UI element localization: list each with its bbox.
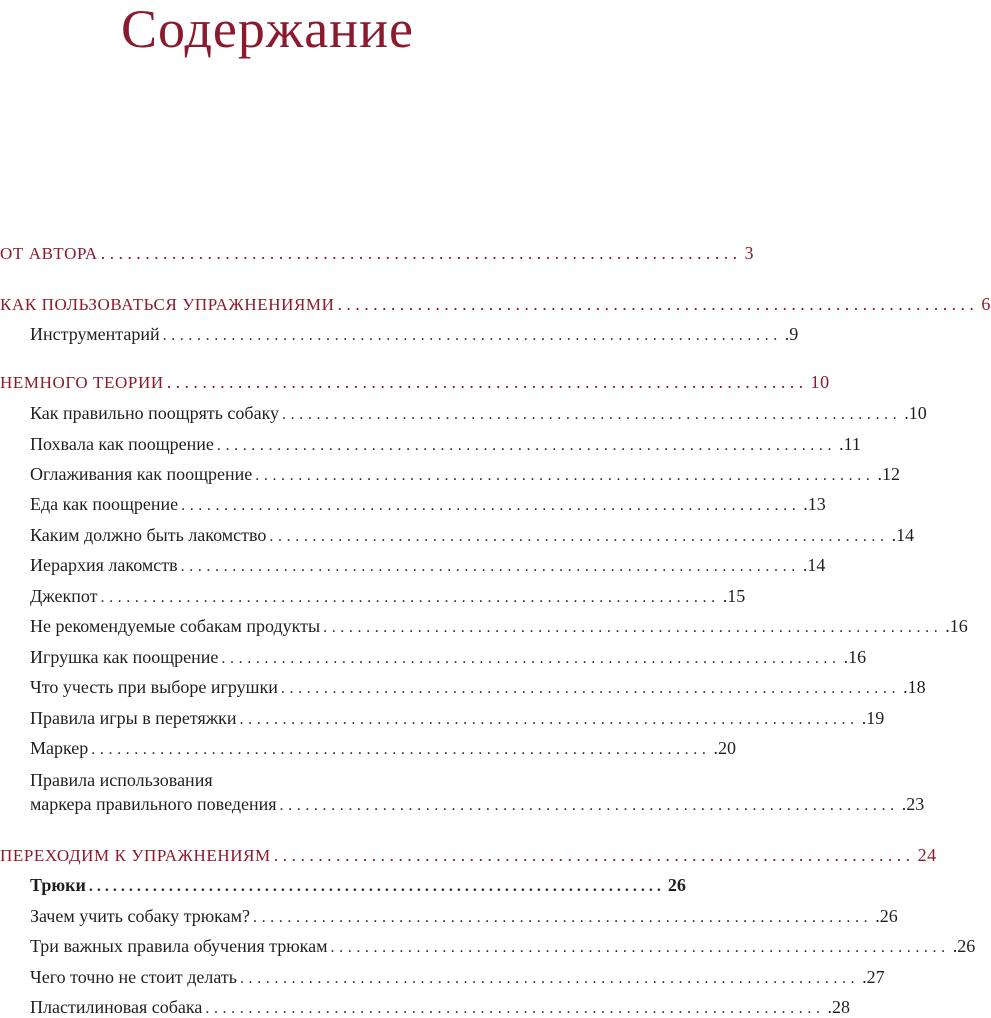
toc-leader: ........................................................................	[205, 1000, 825, 1017]
toc-label: Трюки	[30, 875, 86, 895]
toc-page-number: .12	[877, 464, 900, 484]
toc-section[interactable]	[0, 243, 755, 264]
toc-label: Игрушка как поощрение	[30, 647, 219, 667]
toc-leader: ........................................................................	[91, 741, 711, 758]
toc-label: НЕМНОГО ТЕОРИИ	[0, 373, 164, 392]
toc-entry[interactable]	[0, 555, 826, 576]
toc-entry[interactable]	[0, 586, 746, 607]
toc-label: Не рекомендуемые собакам продукты	[30, 616, 321, 636]
toc-page-number: .19	[861, 708, 885, 728]
toc-page-number: .15	[722, 586, 746, 606]
toc-page-number: 10	[810, 372, 830, 392]
toc-page-number: .20	[713, 738, 736, 758]
toc-page-number: .27	[862, 967, 885, 987]
toc-page-number: .11	[839, 434, 861, 454]
toc-leader: ........................................................................	[239, 970, 860, 987]
toc-section[interactable]	[0, 372, 830, 393]
toc-page-number: .13	[803, 494, 826, 514]
toc-page-number: 3	[744, 243, 755, 263]
toc-entry[interactable]	[0, 647, 867, 668]
toc-label: ПЕРЕХОДИМ К УПРАЖНЕНИЯМ	[0, 846, 271, 865]
toc-leader: ........................................................................	[330, 939, 950, 956]
toc-section[interactable]	[0, 294, 991, 315]
toc-page-number: .10	[904, 403, 927, 423]
toc-page-number: .14	[802, 555, 826, 575]
toc-label: Чего точно не стоит делать	[30, 967, 237, 987]
toc-label: Каким должно быть лакомство	[30, 525, 267, 545]
toc-entry[interactable]	[0, 434, 861, 455]
toc-page-number: .14	[891, 525, 915, 545]
toc-leader: ........................................................................	[100, 243, 742, 263]
toc-page-number: .26	[875, 906, 898, 926]
toc-leader: ........................................................................	[273, 845, 915, 865]
toc-leader: ........................................................................	[282, 406, 902, 423]
toc-leader: ........................................................................	[269, 528, 889, 545]
toc-page-number: 24	[917, 845, 937, 865]
toc-label: Иерархия лакомств	[30, 555, 178, 575]
toc-page-number: .23	[901, 794, 925, 814]
toc-subsection[interactable]	[0, 875, 686, 896]
toc-page-number: .16	[945, 616, 968, 636]
toc-leader: ........................................................................	[280, 680, 901, 697]
toc-leader: ........................................................................	[166, 372, 808, 392]
toc-entry[interactable]	[0, 708, 885, 729]
toc-entry[interactable]	[0, 677, 926, 698]
toc-entry-line1: Правила использования	[30, 770, 213, 790]
toc-page-number: 6	[981, 294, 991, 314]
toc-leader: ........................................................................	[221, 650, 841, 667]
toc-leader: ........................................................................	[255, 467, 875, 484]
toc-label: Пластилиновая собака	[30, 997, 203, 1017]
toc-leader: ........................................................................	[100, 589, 720, 606]
toc-entry[interactable]	[0, 997, 851, 1018]
toc-label: Инструментарий	[30, 324, 160, 344]
toc-entry[interactable]	[0, 403, 927, 424]
toc-label: Что учесть при выборе игрушки	[30, 677, 278, 697]
toc-label: КАК ПОЛЬЗОВАТЬСЯ УПРАЖНЕНИЯМИ	[0, 295, 335, 314]
toc-label: Джекпот	[30, 586, 98, 606]
toc-label: Зачем учить собаку трюкам?	[30, 906, 250, 926]
toc-page-number: .9	[784, 324, 799, 344]
toc-leader: ........................................................................	[181, 497, 801, 514]
toc-entry[interactable]	[0, 967, 885, 988]
toc-page-number: .16	[843, 647, 867, 667]
toc-label: Три важных правила обучения трюкам	[30, 936, 328, 956]
toc-label: Маркер	[30, 738, 89, 758]
toc-entry[interactable]	[0, 738, 736, 759]
toc-entry[interactable]	[0, 525, 915, 546]
toc-label: Оглаживания как поощрение	[30, 464, 253, 484]
toc-label: Как правильно поощрять собаку	[30, 403, 280, 423]
toc-leader: ........................................................................	[180, 558, 800, 575]
toc-leader: ........................................................................	[239, 711, 859, 728]
toc-page-number: .18	[903, 677, 926, 697]
toc-label: ОТ АВТОРА	[0, 244, 98, 263]
toc-label: Еда как поощрение	[30, 494, 179, 514]
toc-entry[interactable]	[0, 906, 898, 927]
toc-page-number: .26	[952, 936, 976, 956]
page-title: Содержание	[121, 0, 414, 59]
toc-leader: ........................................................................	[162, 327, 782, 344]
toc-entry[interactable]	[0, 494, 826, 515]
toc-leader: ........................................................................	[216, 437, 837, 454]
toc-entry[interactable]	[0, 936, 976, 957]
toc-entry[interactable]	[0, 616, 968, 637]
toc-leader: ........................................................................	[337, 294, 979, 314]
toc-section[interactable]	[0, 845, 937, 866]
toc-entry[interactable]	[0, 464, 900, 485]
toc-page-number: .28	[827, 997, 851, 1017]
toc-entry[interactable]	[0, 324, 799, 345]
toc-label: Похвала как поощрение	[30, 434, 214, 454]
toc-leader: ........................................................................	[323, 619, 943, 636]
toc-leader: ........................................................................	[88, 878, 665, 895]
toc-label: Правила игры в перетяжки	[30, 708, 237, 728]
toc-entry[interactable]	[0, 794, 925, 815]
toc-page-number: 26	[667, 875, 686, 895]
toc-label: маркера правильного поведения	[30, 794, 277, 814]
toc-leader: ........................................................................	[279, 797, 899, 814]
toc-leader: ........................................................................	[252, 909, 873, 926]
